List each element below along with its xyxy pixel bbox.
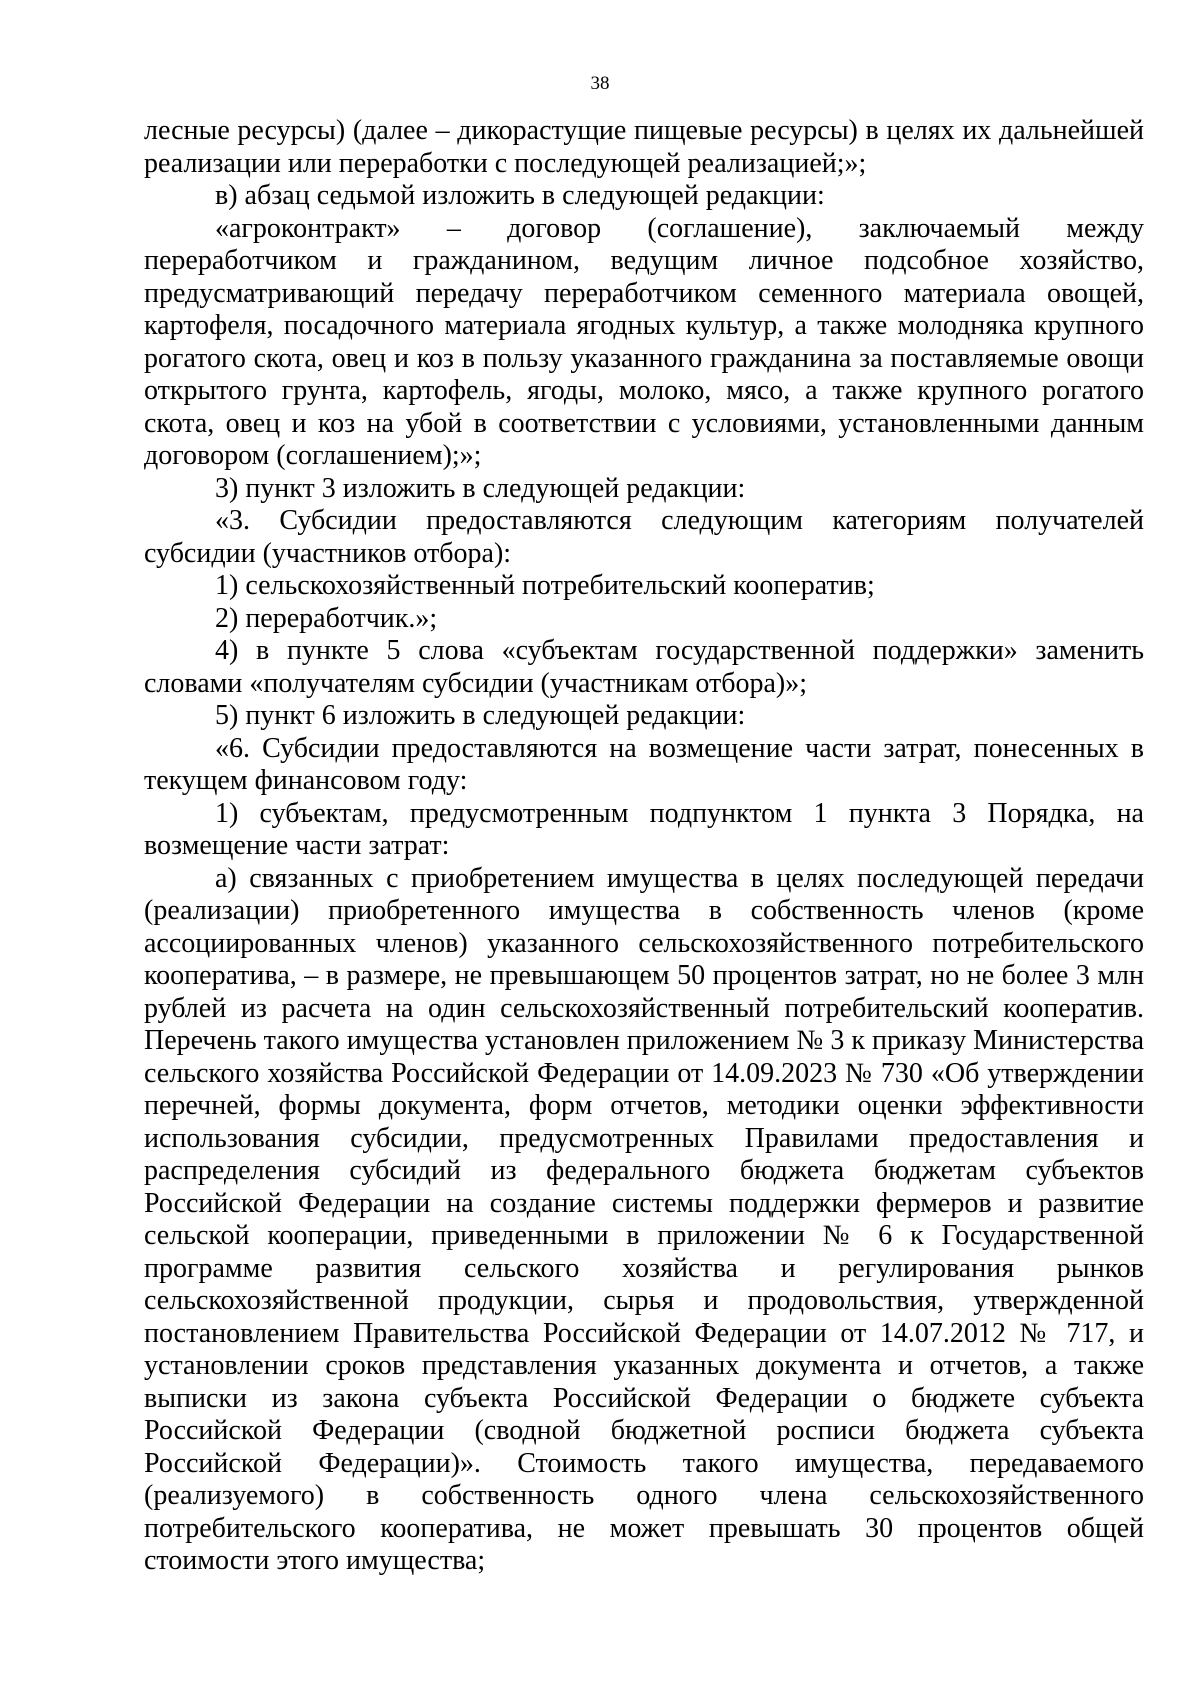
document-body — [144, 115, 1144, 1578]
paragraph: лесные ресурсы) (далее – дикорастущие пищевые ресурсы) в целях их дальнейшей реализации или переработки с последующей реализацией;»; — [144, 115, 1144, 179]
paragraph: 5) пункт 6 изложить в следующей редакции: — [215, 700, 746, 731]
paragraph: 4) в пункте 5 слова «субъектам государственной поддержки» заменить словами «получателям субсидии (участникам отбора)»; — [144, 635, 1144, 699]
paragraph: 2) переработчик.»; — [215, 602, 438, 634]
paragraph: в) абзац седьмой изложить в следующей редакции: — [215, 180, 825, 211]
paragraph: 1) сельскохозяйственный потребительский кооператив; — [215, 570, 875, 601]
page-number: 38 — [590, 73, 610, 94]
paragraph: 1) субъектам, предусмотренным подпунктом 1 пункта 3 Порядка, на возмещение части затрат: — [144, 797, 1144, 861]
paragraph: 3) пункт 3 изложить в следующей редакции: — [215, 472, 746, 504]
paragraph: «3. Субсидии предоставляются следующим категориям получателей субсидии (участников отбора): — [144, 505, 1144, 569]
paragraph: «6. Субсидии предоставляются на возмещение части затрат, понесенных в текущем финансовом году: — [144, 732, 1144, 796]
paragraph: а) связанных с приобретением имущества в целях последующей передачи (реализации) приобретенного имущества в собственность членов (кроме ассоциированных членов) указанного сельскохозяйственного потребительского кооператива, – в размере, не превышающем 50 процентов затрат, но не более 3 млн рублей из расчета на один сельскохозяйственный потребительский кооператив. Перечень такого имущества установлен приложением № 3 к приказу Министерства сельского хозяйства Российской Федерации от 14.09.2023 № 730 «Об утверждении перечней, формы документа, форм отчетов, методики оценки эффективности использования субсидии, предусмотренных Правилами предоставления и распределения субсидий из федерального бюджета бюджетам субъектов Российской Федерации на создание системы поддержки фермеров и развитие сельской кооперации, приведенными в приложении № 6 к Государственной программе развития сельского хозяйства и регулирования рынков сельскохозяйственной продукции, сырья и продовольствия, утвержденной постановлением Правительства Российской Федерации от 14.07.2012 № 717, и установлении сроков представления указанных документа и отчетов, а также выписки из закона субъекта Российской Федерации о бюджете субъекта Российской Федерации (сводной бюджетной росписи бюджета субъекта Российской Федерации)». Стоимость такого имущества, передаваемого (реализуемого) в собственность одного члена сельскохозяйственного потребительского кооператива, не может превышать 30 процентов общей стоимости этого имущества; — [144, 862, 1144, 1576]
paragraph: «агроконтракт» – договор (соглашение), заключаемый между переработчиком и гражданином, ведущим личное подсобное хозяйство, предусматривающий передачу переработчиком семенного материала овощей, картофеля, посадочного материала ягодных культур, а также молодняка крупного рогатого скота, овец и коз в пользу указанного гражданина за поставляемые овощи открытого грунта, картофель, ягоды, молоко, мясо, а также крупного рогатого скота, овец и коз на убой в соответствии с условиями, установленными данным договором (соглашением);»; — [144, 212, 1144, 471]
